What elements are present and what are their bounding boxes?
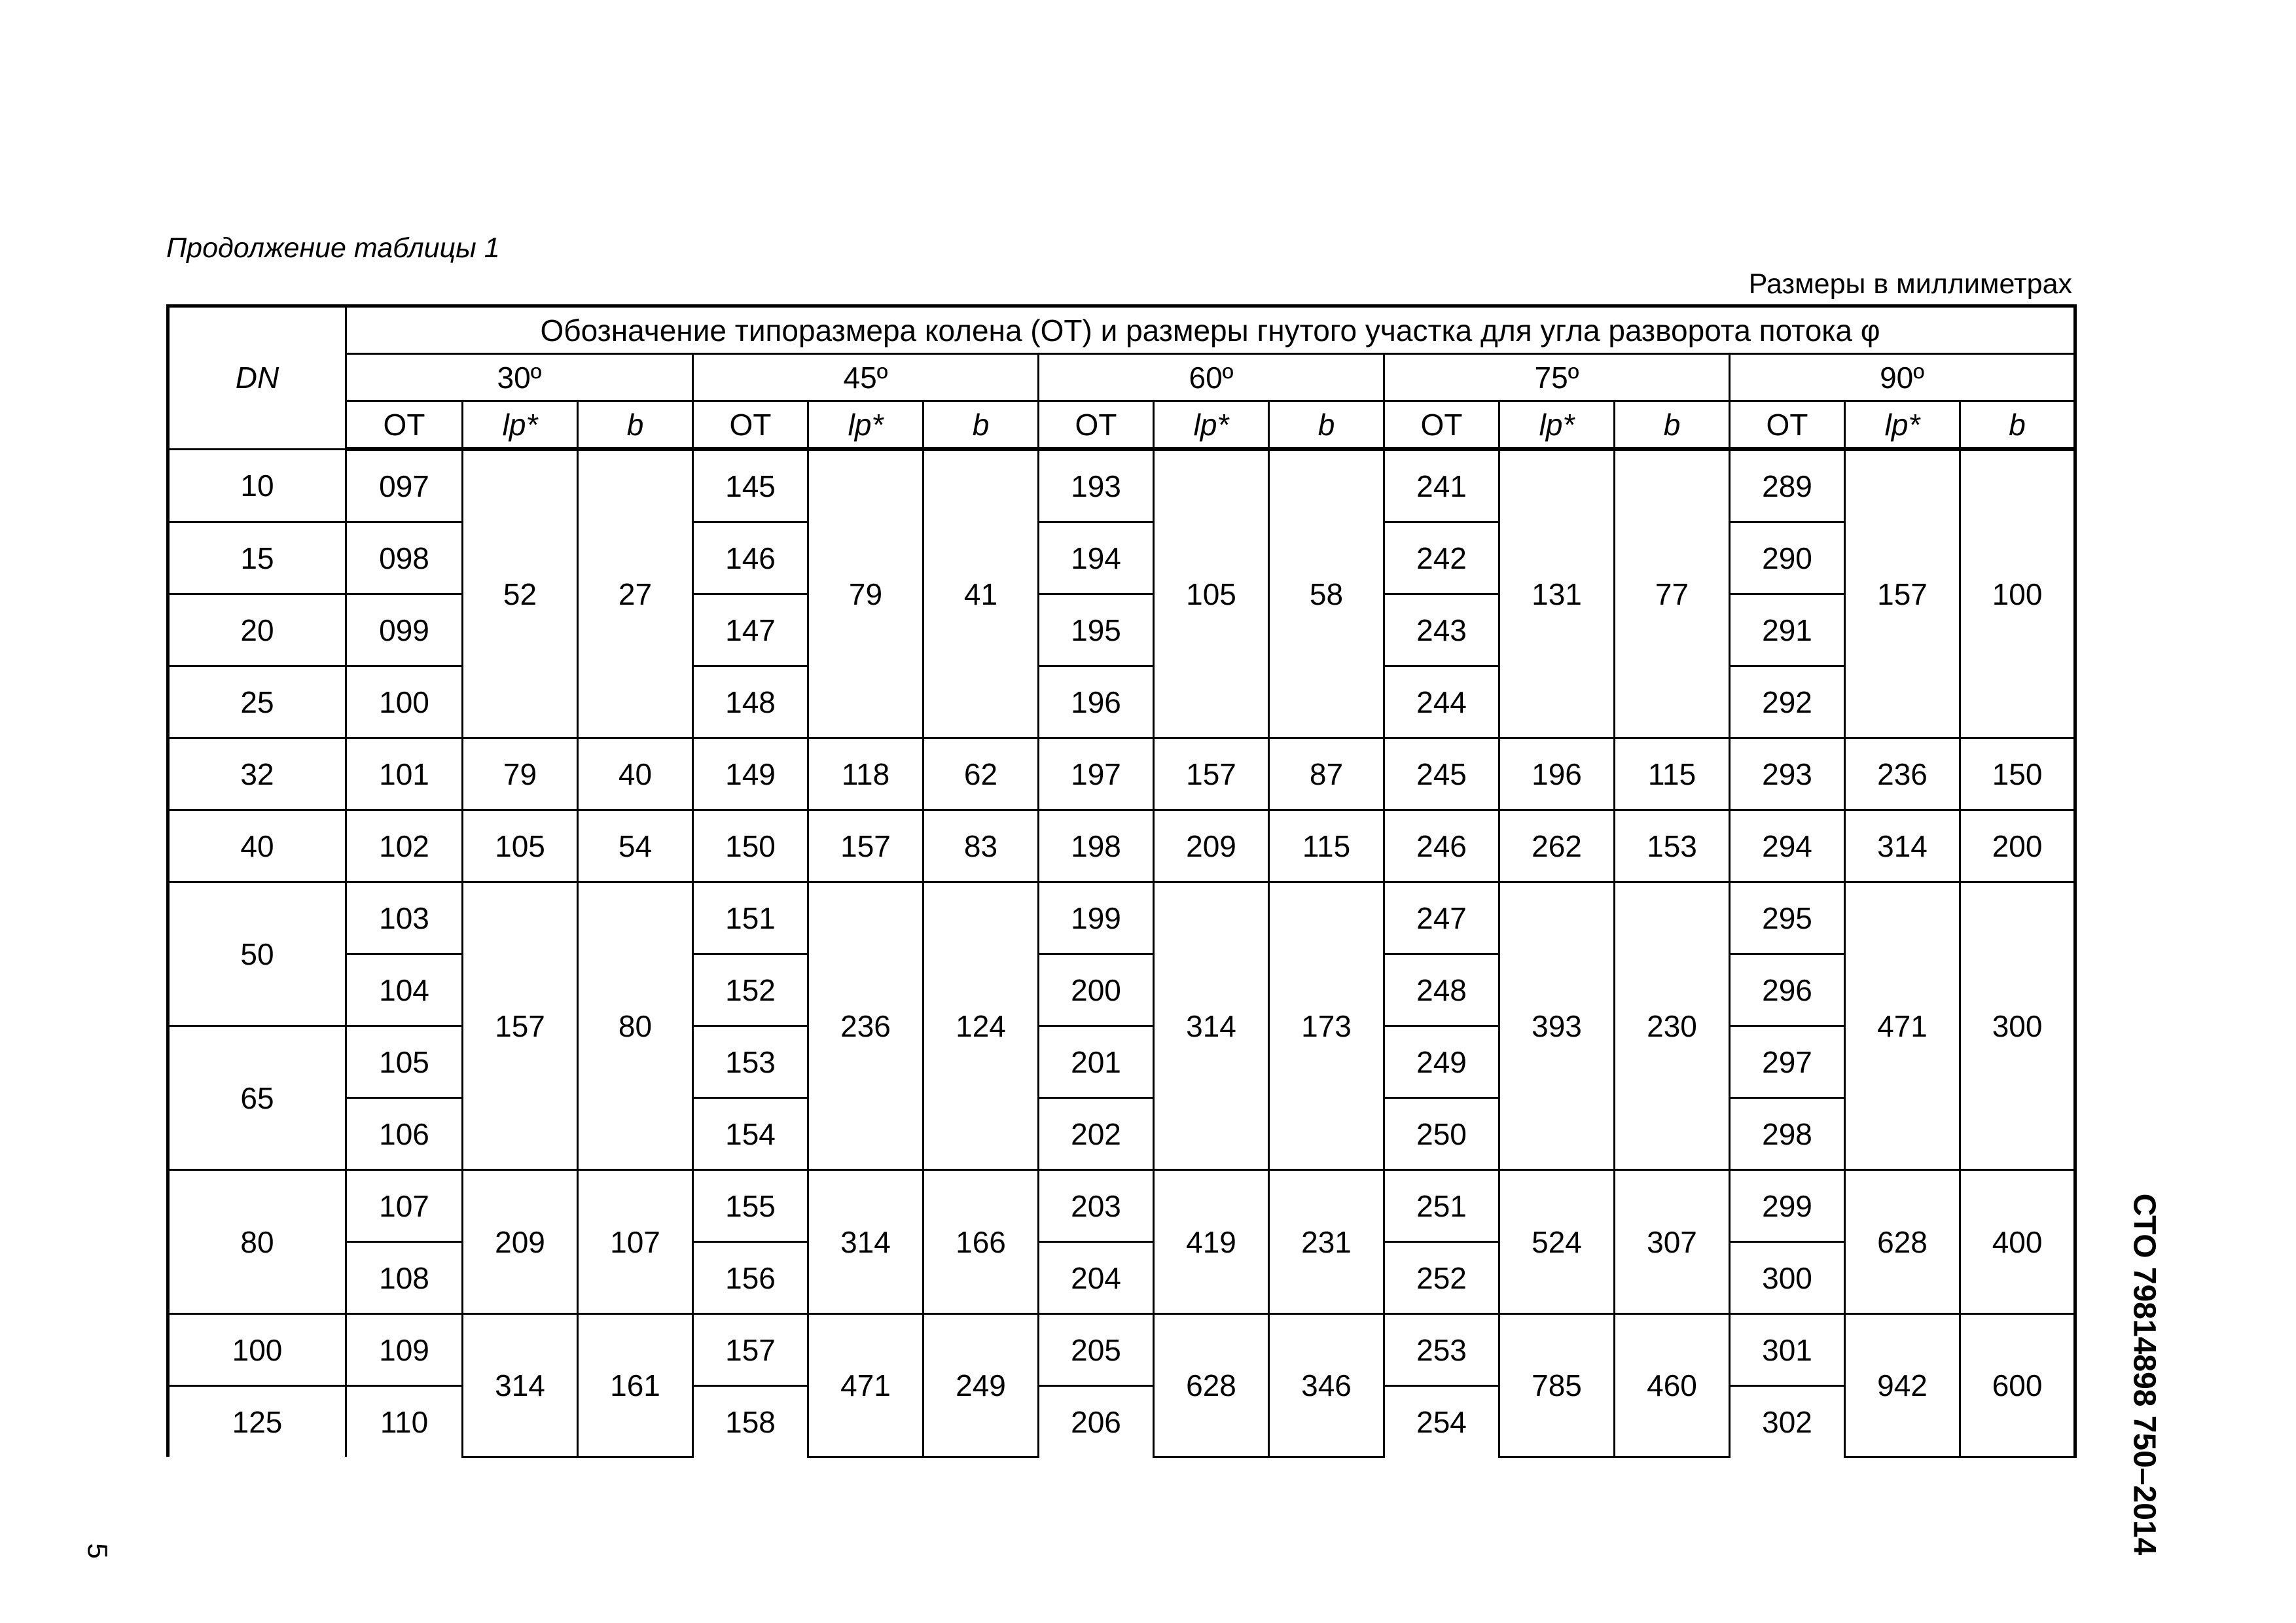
b-subheader: b (1615, 401, 1730, 450)
lp-subheader: lp* (463, 401, 578, 450)
group-header: Обозначение типоразмера колена (ОТ) и размеры гнутого участка для угла разворота потока φ (346, 306, 2075, 354)
header-row (168, 306, 2075, 354)
dn-cell: 125 (168, 1386, 346, 1457)
lp-cell: 157 (1845, 449, 1960, 738)
angle-header: 75º (1384, 354, 1730, 401)
ot-subheader: ОТ (693, 401, 808, 450)
ot-cell: 245 (1384, 738, 1499, 810)
ot-cell: 103 (346, 882, 463, 954)
b-cell: 600 (1960, 1314, 2075, 1457)
ot-cell: 294 (1730, 810, 1845, 882)
table-row (168, 666, 2075, 738)
ot-cell: 291 (1730, 594, 1845, 666)
ot-cell: 198 (1039, 810, 1154, 882)
ot-cell: 147 (693, 594, 808, 666)
ot-cell: 205 (1039, 1314, 1154, 1386)
lp-cell: 628 (1845, 1170, 1960, 1314)
b-cell: 231 (1269, 1170, 1384, 1314)
document-number: СТО 79814898 750–2014 (2126, 1193, 2162, 1556)
ot-cell: 197 (1039, 738, 1154, 810)
ot-cell: 104 (346, 954, 463, 1026)
ot-cell: 250 (1384, 1098, 1499, 1170)
ot-cell: 254 (1384, 1386, 1499, 1457)
ot-subheader: ОТ (1730, 401, 1845, 450)
dn-cell: 20 (168, 594, 346, 666)
dn-cell: 10 (168, 449, 346, 522)
ot-cell: 244 (1384, 666, 1499, 738)
b-cell: 161 (578, 1314, 693, 1457)
dn-cell: 40 (168, 810, 346, 882)
b-subheader: b (1269, 401, 1384, 450)
ot-cell: 249 (1384, 1026, 1499, 1098)
ot-cell: 295 (1730, 882, 1845, 954)
ot-cell: 146 (693, 522, 808, 594)
lp-cell: 118 (808, 738, 924, 810)
ot-cell: 155 (693, 1170, 808, 1242)
b-cell: 100 (1960, 449, 2075, 738)
dn-cell: 65 (168, 1026, 346, 1170)
b-subheader: b (1960, 401, 2075, 450)
b-cell: 83 (924, 810, 1039, 882)
b-cell: 40 (578, 738, 693, 810)
angle-header: 45º (693, 354, 1039, 401)
ot-cell: 302 (1730, 1386, 1845, 1457)
ot-cell: 199 (1039, 882, 1154, 954)
ot-cell: 102 (346, 810, 463, 882)
ot-cell: 149 (693, 738, 808, 810)
table-row (168, 449, 2075, 522)
dn-cell: 100 (168, 1314, 346, 1386)
lp-cell: 314 (1154, 882, 1269, 1170)
units-note: Размеры в миллиметрах (1748, 268, 2072, 300)
lp-cell: 393 (1499, 882, 1615, 1170)
lp-cell: 236 (808, 882, 924, 1170)
lp-cell: 105 (463, 810, 578, 882)
ot-cell: 246 (1384, 810, 1499, 882)
ot-cell: 299 (1730, 1170, 1845, 1242)
table-row (168, 1098, 2075, 1170)
b-cell: 107 (578, 1170, 693, 1314)
ot-cell: 251 (1384, 1170, 1499, 1242)
ot-cell: 297 (1730, 1026, 1845, 1098)
ot-cell: 148 (693, 666, 808, 738)
table-row (168, 1026, 2075, 1098)
b-cell: 77 (1615, 449, 1730, 738)
lp-cell: 236 (1845, 738, 1960, 810)
lp-cell: 105 (1154, 449, 1269, 738)
b-cell: 230 (1615, 882, 1730, 1170)
ot-cell: 253 (1384, 1314, 1499, 1386)
ot-cell: 110 (346, 1386, 463, 1457)
dn-header: DN (168, 306, 346, 450)
lp-cell: 262 (1499, 810, 1615, 882)
ot-cell: 150 (693, 810, 808, 882)
lp-cell: 52 (463, 449, 578, 738)
b-cell: 153 (1615, 810, 1730, 882)
b-cell: 173 (1269, 882, 1384, 1170)
lp-cell: 785 (1499, 1314, 1615, 1457)
b-cell: 124 (924, 882, 1039, 1170)
lp-subheader: lp* (1845, 401, 1960, 450)
ot-cell: 098 (346, 522, 463, 594)
table-row (168, 1314, 2075, 1386)
ot-cell: 109 (346, 1314, 463, 1386)
lp-cell: 628 (1154, 1314, 1269, 1457)
ot-cell: 108 (346, 1242, 463, 1314)
lp-cell: 131 (1499, 449, 1615, 738)
ot-cell: 196 (1039, 666, 1154, 738)
ot-cell: 298 (1730, 1098, 1845, 1170)
table-row (168, 738, 2075, 810)
lp-cell: 419 (1154, 1170, 1269, 1314)
lp-cell: 314 (463, 1314, 578, 1457)
lp-subheader: lp* (1499, 401, 1615, 450)
table-caption: Продолжение таблицы 1 (166, 232, 500, 264)
table-row (168, 810, 2075, 882)
table-row (168, 522, 2075, 594)
table-row (168, 1386, 2075, 1457)
ot-cell: 296 (1730, 954, 1845, 1026)
b-cell: 346 (1269, 1314, 1384, 1457)
lp-cell: 471 (808, 1314, 924, 1457)
dn-cell: 25 (168, 666, 346, 738)
dn-cell: 80 (168, 1170, 346, 1314)
lp-cell: 314 (1845, 810, 1960, 882)
angle-header: 90º (1730, 354, 2075, 401)
b-cell: 80 (578, 882, 693, 1170)
ot-cell: 202 (1039, 1098, 1154, 1170)
ot-subheader: ОТ (1384, 401, 1499, 450)
ot-cell: 206 (1039, 1386, 1154, 1457)
b-cell: 115 (1269, 810, 1384, 882)
b-cell: 87 (1269, 738, 1384, 810)
ot-cell: 290 (1730, 522, 1845, 594)
lp-cell: 157 (463, 882, 578, 1170)
b-cell: 115 (1615, 738, 1730, 810)
page-number: 5 (81, 1543, 113, 1559)
ot-cell: 292 (1730, 666, 1845, 738)
ot-cell: 153 (693, 1026, 808, 1098)
ot-cell: 300 (1730, 1242, 1845, 1314)
ot-cell: 099 (346, 594, 463, 666)
b-cell: 460 (1615, 1314, 1730, 1457)
ot-cell: 248 (1384, 954, 1499, 1026)
ot-cell: 157 (693, 1314, 808, 1386)
ot-subheader: ОТ (1039, 401, 1154, 450)
table-row (168, 1170, 2075, 1242)
ot-cell: 152 (693, 954, 808, 1026)
b-subheader: b (578, 401, 693, 450)
lp-cell: 157 (1154, 738, 1269, 810)
b-cell: 150 (1960, 738, 2075, 810)
dn-cell: 50 (168, 882, 346, 1026)
lp-cell: 471 (1845, 882, 1960, 1170)
ot-cell: 203 (1039, 1170, 1154, 1242)
ot-cell: 301 (1730, 1314, 1845, 1386)
lp-cell: 209 (463, 1170, 578, 1314)
ot-cell: 247 (1384, 882, 1499, 954)
ot-cell: 097 (346, 449, 463, 522)
ot-cell: 204 (1039, 1242, 1154, 1314)
ot-cell: 194 (1039, 522, 1154, 594)
b-cell: 62 (924, 738, 1039, 810)
lp-cell: 524 (1499, 1170, 1615, 1314)
b-cell: 400 (1960, 1170, 2075, 1314)
ot-cell: 289 (1730, 449, 1845, 522)
ot-cell: 242 (1384, 522, 1499, 594)
ot-cell: 293 (1730, 738, 1845, 810)
ot-cell: 252 (1384, 1242, 1499, 1314)
dn-cell: 15 (168, 522, 346, 594)
lp-cell: 209 (1154, 810, 1269, 882)
lp-cell: 314 (808, 1170, 924, 1314)
header-row (168, 354, 2075, 401)
lp-cell: 157 (808, 810, 924, 882)
angle-header: 30º (346, 354, 693, 401)
ot-cell: 100 (346, 666, 463, 738)
header-row (168, 401, 2075, 450)
table-row (168, 882, 2075, 954)
dn-cell: 32 (168, 738, 346, 810)
b-cell: 41 (924, 449, 1039, 738)
b-cell: 200 (1960, 810, 2075, 882)
ot-cell: 158 (693, 1386, 808, 1457)
ot-cell: 200 (1039, 954, 1154, 1026)
table-row (168, 594, 2075, 666)
lp-cell: 79 (808, 449, 924, 738)
b-cell: 54 (578, 810, 693, 882)
ot-cell: 105 (346, 1026, 463, 1098)
ot-cell: 243 (1384, 594, 1499, 666)
b-cell: 166 (924, 1170, 1039, 1314)
ot-cell: 106 (346, 1098, 463, 1170)
lp-cell: 942 (1845, 1314, 1960, 1457)
ot-cell: 101 (346, 738, 463, 810)
lp-subheader: lp* (1154, 401, 1269, 450)
b-cell: 58 (1269, 449, 1384, 738)
ot-cell: 156 (693, 1242, 808, 1314)
lp-subheader: lp* (808, 401, 924, 450)
ot-cell: 195 (1039, 594, 1154, 666)
ot-cell: 151 (693, 882, 808, 954)
lp-cell: 196 (1499, 738, 1615, 810)
ot-cell: 154 (693, 1098, 808, 1170)
ot-cell: 145 (693, 449, 808, 522)
b-subheader: b (924, 401, 1039, 450)
ot-cell: 201 (1039, 1026, 1154, 1098)
table-row (168, 1242, 2075, 1314)
b-cell: 249 (924, 1314, 1039, 1457)
ot-cell: 241 (1384, 449, 1499, 522)
ot-subheader: ОТ (346, 401, 463, 450)
b-cell: 307 (1615, 1170, 1730, 1314)
ot-cell: 193 (1039, 449, 1154, 522)
lp-cell: 79 (463, 738, 578, 810)
table-row (168, 954, 2075, 1026)
angle-header: 60º (1039, 354, 1384, 401)
dimensions-table (166, 304, 2077, 1458)
b-cell: 27 (578, 449, 693, 738)
ot-cell: 107 (346, 1170, 463, 1242)
b-cell: 300 (1960, 882, 2075, 1170)
